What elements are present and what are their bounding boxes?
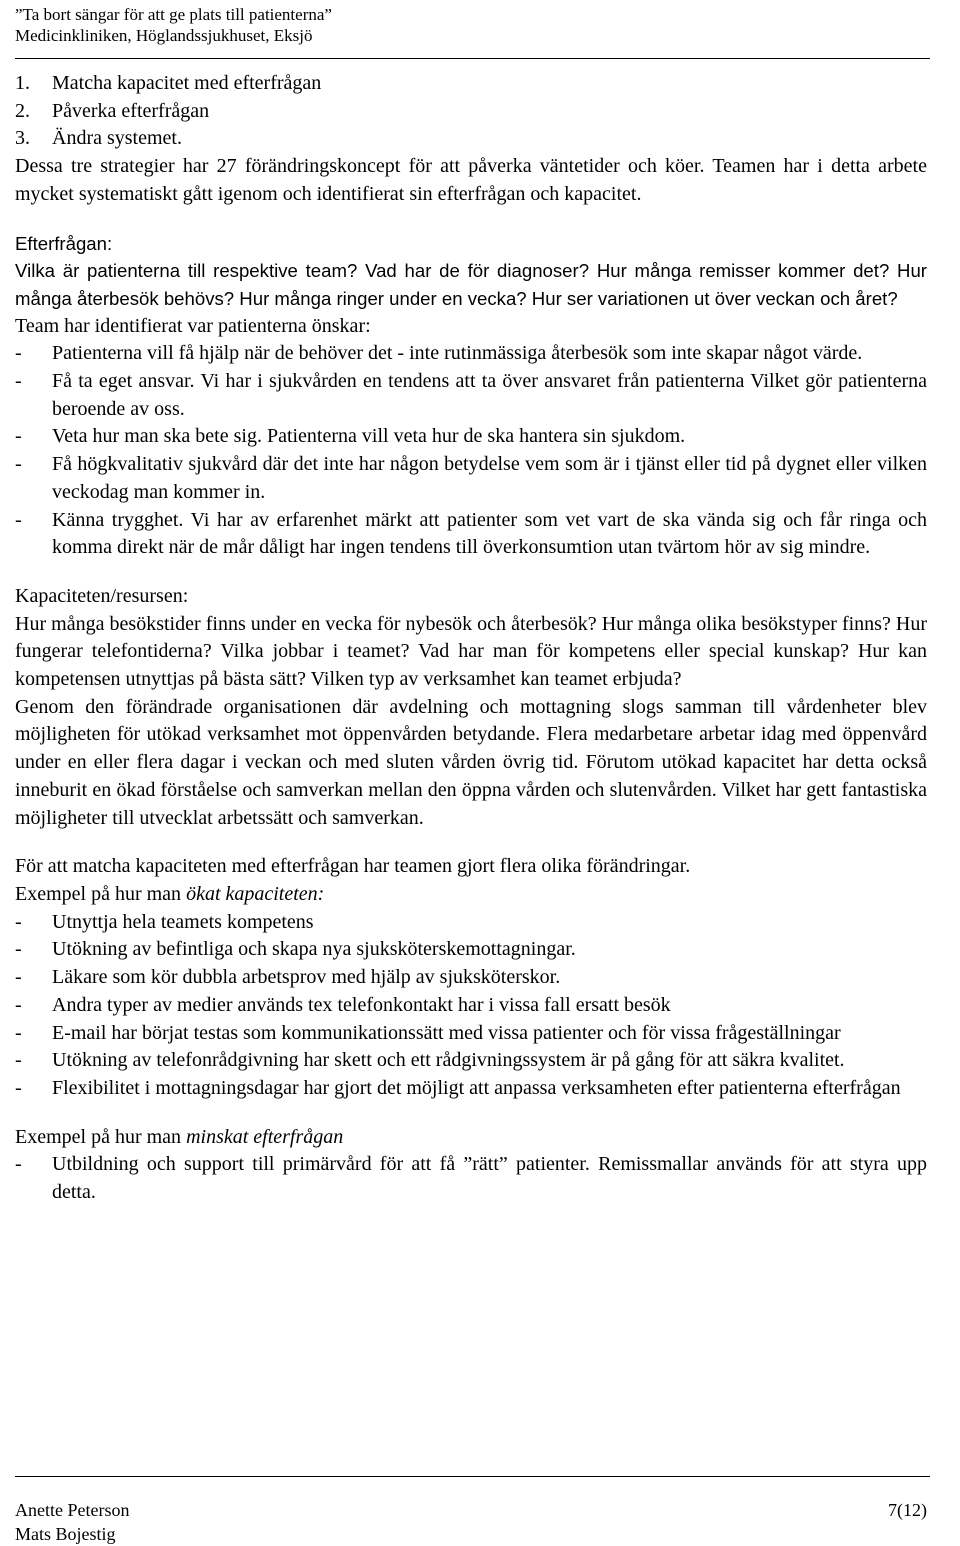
reduced-list bbox=[15, 1151, 927, 1206]
strategy-list bbox=[15, 70, 927, 153]
capacity-paragraph: Genom den förändrade organisationen där avdelning och mottagning slogs samman till vårdenheter blev möjligheten för utökad verksamhet mot öppenvården betydande. Flera medarbetare arbetar idag med öppenvård under en eller flera dagar i veckan och med sluten vården övrig tid. Förutom utökad kapacitet har detta också inneburit en ökad förståelse och samverkan mellan den öppna vården och slutenvården. Vilket har gett fantastiska möjligheter till utvecklat arbetssätt och samverkan. bbox=[15, 695, 927, 829]
list-item: - Få ta eget ansvar. Vi har i sjukvården en tendens att ta över ansvaret från patienterna Vilket gör patienterna beroende av oss. bbox=[15, 370, 927, 420]
list-item: - Utökning av befintliga och skapa nya sjuksköterskemottagningar. bbox=[15, 938, 576, 961]
list-item: - Flexibilitet i mottagningsdagar har gjort det möjligt att anpassa verksamheten efter patienterna efterfrågan bbox=[15, 1076, 901, 1099]
list-item: - Läkare som kör dubbla arbetsprov med hjälp av sjuksköterskor. bbox=[15, 966, 561, 989]
list-item: - Få högkvalitativ sjukvård där det inte har någon betydelse vem som är i tjänst eller tid på dygnet eller vilken veckodag man kommer in. bbox=[15, 453, 927, 503]
page-footer bbox=[15, 1498, 927, 1546]
footer-divider bbox=[15, 1476, 930, 1477]
list-item: - Utökning av telefonrådgivning har skett och ett rådgivningssystem är på gång för att säkra kvalitet. bbox=[15, 1049, 845, 1072]
strategy-item: 2. Påverka efterfrågan bbox=[15, 99, 210, 122]
increased-list bbox=[15, 909, 927, 1103]
page-number: 7(12) bbox=[888, 1500, 927, 1520]
demand-questions: Vilka är patienterna till respektive team? Vad har de för diagnoser? Hur många remisser kommer det? Hur många återbesök behövs? Hur många ringer under en vecka? Hur ser variationen ut över veckan och året? bbox=[15, 260, 927, 309]
wishes-intro: Team har identifierat var patienterna önskar: bbox=[15, 314, 371, 337]
changes-intro: För att matcha kapaciteten med efterfrågan har teamen gjort flera olika förändringar. bbox=[15, 855, 691, 878]
list-item: - E-mail har börjat testas som kommunikationssätt med vissa patienter och för vissa frågeställningar bbox=[15, 1021, 841, 1044]
list-item: - Veta hur man ska bete sig. Patienterna vill veta hur de ska hantera sin sjukdom. bbox=[15, 425, 686, 448]
header-subtitle: Medicinkliniken, Höglandssjukhuset, Eksjö bbox=[15, 26, 313, 45]
intro-paragraph: Dessa tre strategier har 27 förändringskoncept för att påverka väntetider och köer. Teamen har i detta arbete mycket systematiskt gått igenom och identifierat sin efterfrågan och kapacitet. bbox=[15, 155, 927, 205]
strategy-item: 1. Matcha kapacitet med efterfrågan bbox=[15, 72, 322, 94]
list-item: - Utnyttja hela teamets kompetens bbox=[15, 910, 314, 933]
increased-heading: Exempel på hur man ökat kapaciteten: bbox=[15, 882, 325, 905]
list-item: - Känna trygghet. Vi har av erfarenhet märkt att patienter som vet vart de ska vända sig och får ringa och komma direkt när de mår dåligt har ingen tendens till överkonsumtion utan tvärtom hör av sig mindre. bbox=[15, 508, 927, 559]
capacity-heading: Kapaciteten/resursen: bbox=[15, 584, 189, 607]
strategy-item: 3. Ändra systemet. bbox=[15, 127, 182, 150]
document-body bbox=[15, 70, 927, 1207]
reduced-heading: Exempel på hur man minskat efterfrågan bbox=[15, 1125, 344, 1148]
header-divider bbox=[15, 58, 930, 59]
footer-author: Mats Bojestig bbox=[15, 1524, 116, 1544]
header-title: ”Ta bort sängar för att ge plats till patienterna” bbox=[15, 5, 332, 24]
list-item: - Patienterna vill få hjälp när de behöver det - inte rutinmässiga återbesök som inte skapar något värde. bbox=[15, 342, 863, 365]
demand-heading: Efterfrågan: bbox=[15, 232, 113, 254]
list-item: - Andra typer av medier används tex telefonkontakt har i vissa fall ersatt besök bbox=[15, 993, 671, 1016]
list-item: - Utbildning och support till primärvård för att få ”rätt” patienter. Remissmallar används för att styra upp detta. bbox=[15, 1153, 927, 1204]
page-header bbox=[15, 4, 332, 46]
footer-author: Anette Peterson bbox=[15, 1500, 130, 1520]
wishes-list bbox=[15, 340, 927, 562]
capacity-questions: Hur många besökstider finns under en vecka för nybesök och återbesök? Hur många olika besökstyper finns? Hur fungerar telefontiderna? Vilka jobbar i teamet? Vad har man för kompetens eller special kunskap? Hur kan kompetensen utnyttjas på bästa sätt? Vilken typ av verksamhet kan teamet erbjuda? bbox=[15, 612, 927, 691]
